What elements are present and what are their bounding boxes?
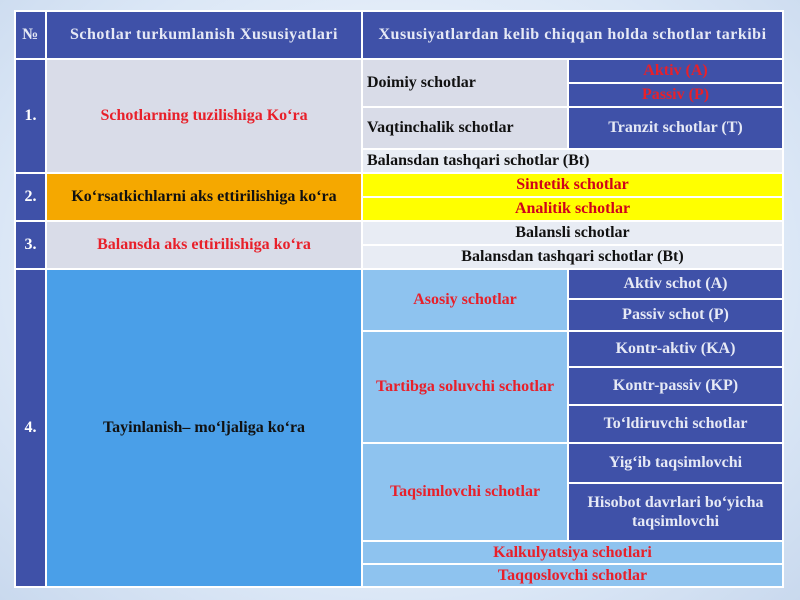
row1-doimiy: Doimiy schotlar (362, 59, 568, 107)
row4-tartibga: Tartibga soluvchi schotlar (362, 331, 568, 443)
row2-analitik: Analitik schotlar (362, 197, 783, 221)
row2-sintetik: Sintetik schotlar (362, 173, 783, 197)
header-composition: Xususiyatlardan kelib chiqqan holda schotlar tarkibi (362, 11, 783, 59)
row4-asosiy: Asosiy schotlar (362, 269, 568, 331)
row1-balansdan: Balansdan tashqari schotlar (Bt) (362, 149, 783, 173)
header-classification: Schotlar turkumlanish Xususiyatlari (46, 11, 362, 59)
row4-kontr-passiv: Kontr-passiv (KP) (568, 367, 783, 405)
row4-aktiv-schot: Aktiv schot (A) (568, 269, 783, 299)
row4-classification: Tayinlanish– mo‘ljaliga ko‘ra (46, 269, 362, 587)
row3-balansdan: Balansdan tashqari schotlar (Bt) (362, 245, 783, 269)
row4-passiv-schot: Passiv schot (P) (568, 299, 783, 331)
header-number: № (15, 11, 46, 59)
row4-kontr-aktiv: Kontr-aktiv (KA) (568, 331, 783, 367)
row3-balansli: Balansli schotlar (362, 221, 783, 245)
row4-taqsimlovchi: Taqsimlovchi schotlar (362, 443, 568, 541)
row4-number: 4. (15, 269, 46, 587)
row3-number: 3. (15, 221, 46, 269)
row4-kalkulyatsiya: Kalkulyatsiya schotlari (362, 541, 783, 564)
row1-aktiv: Aktiv (A) (568, 59, 783, 83)
row4-yigib: Yig‘ib taqsimlovchi (568, 443, 783, 483)
row4-taqqoslovchi: Taqqoslovchi schotlar (362, 564, 783, 587)
row1-number: 1. (15, 59, 46, 173)
classification-table (14, 10, 784, 588)
row1-classification: Schotlarning tuzilishiga Ko‘ra (46, 59, 362, 173)
row3-classification: Balansda aks ettirilishiga ko‘ra (46, 221, 362, 269)
row2-classification: Ko‘rsatkichlarni aks ettirilishiga ko‘ra (46, 173, 362, 221)
row1-tranzit: Tranzit schotlar (T) (568, 107, 783, 149)
row1-vaqtinchalik: Vaqtinchalik schotlar (362, 107, 568, 149)
row4-hisobot: Hisobot davrlari bo‘yicha taqsimlovchi (568, 483, 783, 541)
row2-number: 2. (15, 173, 46, 221)
row4-toldiruvchi: To‘ldiruvchi schotlar (568, 405, 783, 443)
row1-passiv: Passiv (P) (568, 83, 783, 107)
